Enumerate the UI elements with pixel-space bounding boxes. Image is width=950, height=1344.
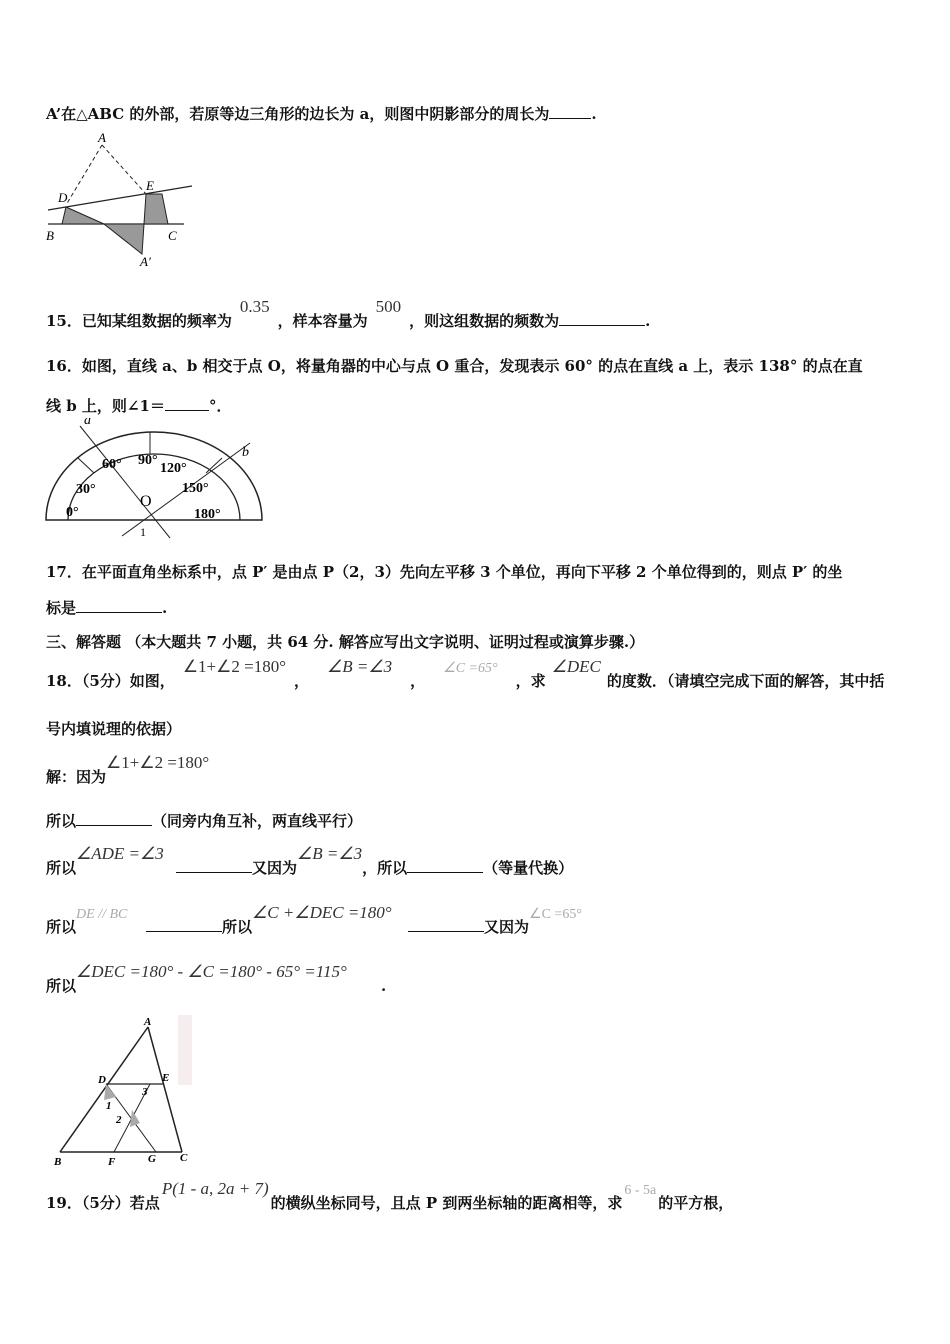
answer-blank	[176, 858, 252, 873]
sol-text: 又因为	[484, 918, 530, 936]
sol-text: ，所以	[362, 859, 408, 877]
q18-text: ，求	[515, 672, 546, 690]
question-16-line2	[46, 395, 231, 416]
q19-text: 的平方根，	[658, 1194, 734, 1212]
math-point: P(1 - a, 2a + 7)	[161, 1179, 269, 1198]
tick-120: 120°	[160, 461, 187, 476]
label-C: C	[180, 1152, 188, 1164]
label-E: E	[146, 178, 154, 193]
section-3-heading: 三、解答题 （本大题共 7 小题，共 64 分. 解答应写出文字说明、证明过程或演算步骤.）	[46, 633, 645, 651]
solution-line-3	[46, 844, 574, 878]
sol-text: 所以	[46, 859, 77, 877]
question-17-line1: 17．在平面直角坐标系中，点 P′ 是由点 P（2，3）先向左平移 3 个单位，再向下平移 2 个单位得到的，则点 P′ 的坐	[46, 563, 843, 581]
sol-text: 所以	[46, 918, 77, 936]
solution-line-1	[46, 753, 210, 787]
sol-text: 解：因为	[46, 768, 107, 786]
answer-blank	[146, 917, 222, 932]
tick-30: 30°	[76, 482, 96, 497]
label-G: G	[148, 1153, 156, 1165]
label-O: O	[140, 493, 152, 510]
sol-text: 所以	[46, 977, 77, 995]
tick-60: 60°	[102, 457, 122, 472]
figure-triangle-fold	[44, 130, 194, 270]
math-condition: ∠C =65°	[443, 661, 498, 676]
q16-text: °．	[208, 397, 232, 415]
tick-150: 150°	[182, 481, 209, 496]
comma: ，	[410, 672, 426, 690]
label-A: A	[98, 130, 106, 145]
solution-line-5	[46, 962, 387, 996]
label-line-a: a	[84, 418, 91, 428]
answer-blank	[549, 104, 591, 119]
sol-text: （同旁内角互补，两直线平行）	[152, 812, 363, 830]
math-condition: ∠1+∠2 =180°	[182, 657, 287, 676]
period: .	[381, 977, 387, 995]
sol-text: 所以	[222, 918, 253, 936]
math: ∠DEC =180° - ∠C =180° - 65° =115°	[76, 962, 347, 981]
answer-blank	[407, 858, 483, 873]
question-17-line2	[46, 597, 167, 618]
question-18-line2: 号内填说理的依据）	[46, 720, 182, 738]
math: ∠C =65°	[529, 907, 582, 922]
answer-blank	[76, 811, 152, 826]
math: ∠1+∠2 =180°	[106, 753, 210, 772]
math-target: ∠DEC	[551, 657, 601, 676]
q18-num: 18．（5分）如图，	[46, 672, 175, 690]
q16-text: 线 b 上，则∠1＝	[46, 397, 165, 415]
figure-protractor	[40, 418, 270, 543]
math-condition: ∠B =∠3	[327, 657, 393, 676]
sol-text: （等量代换）	[483, 859, 574, 877]
answer-blank	[165, 396, 209, 411]
label-F: F	[108, 1156, 116, 1168]
q18-text: 的度数．（请填空完成下面的解答，其中括	[606, 672, 885, 690]
period: .	[645, 312, 651, 330]
figure-triangle-abc	[48, 1015, 194, 1170]
label-2: 2	[116, 1114, 122, 1126]
label-1: 1	[106, 1100, 112, 1112]
answer-blank	[559, 311, 645, 326]
value-sample-size: 500	[375, 297, 402, 316]
math: ∠ADE =∠3	[76, 844, 164, 863]
q19-text: 的横纵坐标同号，且点 P 到两坐标轴的距离相等，求	[270, 1194, 623, 1212]
label-3: 3	[142, 1086, 148, 1098]
value-frequency: 0.35	[239, 297, 270, 316]
label-A-prime: A′	[140, 254, 151, 269]
math: ∠B =∠3	[297, 844, 363, 863]
q19-num: 19．（5分）若点	[46, 1194, 160, 1212]
tick-0: 0°	[66, 505, 79, 520]
label-D: D	[98, 1074, 106, 1086]
q15-text: 已知某组数据的频率为	[81, 312, 232, 330]
tick-90: 90°	[138, 453, 158, 468]
solution-line-2	[46, 810, 362, 831]
question-19	[46, 1179, 734, 1213]
label-E: E	[162, 1072, 170, 1084]
label-line-b: b	[242, 445, 249, 460]
q15-text: ，样本容量为	[277, 312, 368, 330]
q14-tail	[46, 103, 597, 124]
period: .	[162, 599, 168, 617]
period: .	[591, 105, 597, 123]
q15-num: 15．	[46, 312, 82, 330]
question-18	[46, 657, 885, 691]
label-angle-1: 1	[140, 525, 146, 539]
label-B: B	[46, 228, 54, 243]
label-D: D	[58, 190, 68, 205]
tick-180: 180°	[194, 507, 221, 522]
sol-text: 所以	[46, 812, 77, 830]
math-expression: 6 - 5a	[624, 1183, 657, 1198]
label-B: B	[54, 1156, 62, 1168]
q17-text: 标是	[46, 599, 77, 617]
q14-text: A’在△ABC 的外部，若原等边三角形的边长为 a，则图中阴影部分的周长为	[46, 105, 550, 123]
math: DE // BC	[76, 907, 128, 922]
math: ∠C +∠DEC =180°	[252, 903, 392, 922]
label-A: A	[144, 1016, 152, 1028]
label-C: C	[168, 228, 177, 243]
sol-text: 又因为	[252, 859, 298, 877]
answer-blank	[408, 917, 484, 932]
answer-blank	[76, 598, 162, 613]
question-15	[46, 297, 651, 331]
question-16-line1: 16．如图，直线 a、b 相交于点 O，将量角器的中心与点 O 重合，发现表示 60° 的点在直线 a 上，表示 138° 的点在直	[46, 357, 863, 375]
q15-text: ，则这组数据的频数为	[409, 312, 560, 330]
solution-line-4	[46, 903, 582, 937]
comma: ，	[294, 672, 310, 690]
